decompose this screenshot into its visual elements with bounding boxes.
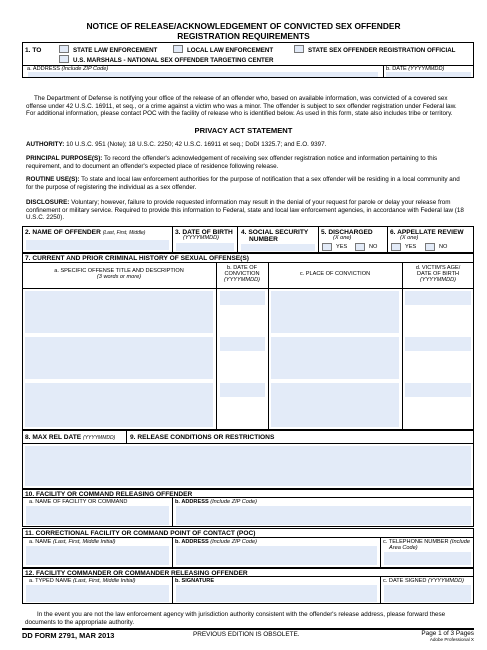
offender-name-label: 2. NAME OF OFFENDER (Last, First, Middle) bbox=[25, 229, 146, 236]
us-marshals-label: U.S. MARSHALS - NATIONAL SEX OFFENDER TARGETING CENTER bbox=[73, 57, 274, 64]
state-law-enforcement-checkbox[interactable] bbox=[59, 45, 69, 53]
discharged-no-label: NO bbox=[369, 244, 378, 250]
local-law-enforcement-checkbox[interactable] bbox=[173, 45, 183, 53]
discharged-label: 5. DISCHARGED bbox=[321, 229, 373, 236]
dob-hint: (YYYYMMDD) bbox=[183, 235, 220, 241]
local-law-enforcement-label: LOCAL LAW ENFORCEMENT bbox=[187, 47, 274, 54]
place-of-conviction-field-2[interactable] bbox=[271, 337, 399, 379]
criminal-history-heading: 7. CURRENT AND PRIOR CRIMINAL HISTORY OF SEXUAL OFFENSE(S) bbox=[25, 255, 249, 262]
offense-title-field-3[interactable] bbox=[25, 383, 213, 427]
appellate-hint: (X one) bbox=[400, 235, 419, 241]
conviction-date-header-2: CONVICTION bbox=[224, 271, 260, 277]
software-note: Adobe Professional X bbox=[429, 637, 474, 642]
conviction-date-header: b. DATE OF bbox=[226, 265, 258, 271]
disclosure-text: DISCLOSURE: Voluntary; however, failure to provide requested information may result in the denial of your request for parole or delay your release from confinement or military service. Required to provide this information to Federal, state and local law enforcement agencies, in accordance with Federal law (18 U.S.C. 2250). bbox=[26, 199, 464, 222]
date-signed-label: c. DATE SIGNED (YYYYMMDD) bbox=[383, 578, 465, 584]
ssn-label-2: NUMBER bbox=[249, 236, 278, 243]
victim-dob-field-3[interactable] bbox=[405, 383, 471, 397]
poc-heading: 11. CORRECTIONAL FACILITY OR COMMAND POINT OF CONTACT (POC) bbox=[25, 530, 256, 537]
commander-name-field[interactable] bbox=[26, 585, 169, 602]
offender-name-field[interactable] bbox=[26, 240, 169, 250]
signature-label: b. SIGNATURE bbox=[175, 578, 215, 584]
offense-title-header: a. SPECIFIC OFFENSE TITLE AND DESCRIPTION bbox=[54, 268, 184, 274]
poc-address-label: b. ADDRESS (Include ZIP Code) bbox=[175, 539, 257, 545]
appellate-no-checkbox[interactable] bbox=[425, 243, 435, 251]
offense-title-hint: (3 words or more) bbox=[96, 274, 142, 280]
state-registration-official-label: STATE SEX OFFENDER REGISTRATION OFFICIAL bbox=[308, 47, 456, 54]
address-label: a. ADDRESS (Include ZIP Code) bbox=[27, 66, 109, 72]
discharged-yes-checkbox[interactable] bbox=[322, 243, 332, 251]
dob-label: 3. DATE OF BIRTH bbox=[175, 229, 233, 236]
conviction-date-field-2[interactable] bbox=[220, 337, 265, 351]
place-of-conviction-header: c. PLACE OF CONVICTION bbox=[299, 271, 371, 277]
privacy-heading: PRIVACY ACT STATEMENT bbox=[194, 126, 293, 135]
victim-dob-hint: (YYYYMMDD) bbox=[419, 277, 457, 283]
facility-address-field[interactable] bbox=[176, 506, 471, 525]
victim-dob-field-1[interactable] bbox=[405, 291, 471, 305]
conviction-date-field-1[interactable] bbox=[220, 291, 265, 305]
edition-notice: PREVIOUS EDITION IS OBSOLETE. bbox=[193, 631, 300, 638]
poc-name-label: a. NAME (Last, First, Middle Initial) bbox=[29, 539, 116, 545]
place-of-conviction-field-1[interactable] bbox=[271, 291, 399, 333]
discharged-no-checkbox[interactable] bbox=[355, 243, 365, 251]
date-label: b. DATE (YYYYMMDD) bbox=[386, 66, 445, 72]
dob-field[interactable] bbox=[176, 243, 234, 251]
signature-field[interactable] bbox=[176, 585, 377, 602]
form-title: NOTICE OF RELEASE/ACKNOWLEDGEMENT OF CONVICTED SEX OFFENDER bbox=[86, 21, 401, 31]
notice-paragraph: The Department of Defense is notifying your office of the release of an offender who, based on available information, was convicted of a covered sex offense under 42 U.S.C. 16911, et seq., or a crime against a victim who was a minor. The offender is subject to sex offender registration under Federal law. For additional information, please contact POC with the facility of release who is identified below. As used in this form, state also includes tribe or territory. bbox=[26, 95, 457, 118]
forwarding-note: In the event you are not the law enforcement agency with jurisdiction authority consistent with the offender's release address, please forward these documents to the appropriate authority. bbox=[25, 611, 446, 626]
poc-phone-field[interactable] bbox=[384, 552, 471, 565]
state-law-enforcement-label: STATE LAW ENFORCEMENT bbox=[73, 47, 158, 54]
appellate-label: 6. APPELLATE REVIEW bbox=[390, 229, 464, 236]
poc-name-field[interactable] bbox=[26, 546, 169, 565]
conviction-date-hint: (YYYYMMDD) bbox=[223, 277, 261, 283]
appellate-no-label: NO bbox=[439, 244, 448, 250]
facility-heading: 10. FACILITY OR COMMAND RELEASING OFFENDER bbox=[25, 491, 193, 498]
to-label: 1. TO bbox=[25, 47, 42, 54]
facility-address-label: b. ADDRESS (Include ZIP Code) bbox=[175, 499, 257, 505]
conviction-date-field-3[interactable] bbox=[220, 383, 265, 397]
appellate-yes-label: YES bbox=[405, 244, 417, 250]
address-field[interactable] bbox=[28, 72, 378, 77]
state-registration-official-checkbox[interactable] bbox=[294, 45, 304, 53]
us-marshals-checkbox[interactable] bbox=[59, 55, 69, 63]
commander-name-label: a. TYPED NAME (Last, First, Middle Initial) bbox=[29, 578, 136, 584]
poc-address-field[interactable] bbox=[176, 546, 377, 565]
place-of-conviction-field-3[interactable] bbox=[271, 383, 399, 427]
poc-phone-label: c. TELEPHONE NUMBER (Include bbox=[383, 539, 470, 545]
discharged-hint: (X one) bbox=[333, 235, 352, 241]
max-rel-date-label: 8. MAX REL DATE (YYYYMMDD) bbox=[25, 434, 116, 441]
commander-heading: 12. FACILITY COMMANDER OR COMMANDER RELEASING OFFENDER bbox=[25, 570, 248, 577]
facility-name-label: a. NAME OF FACILITY OR COMMAND bbox=[29, 499, 128, 505]
ssn-label: 4. SOCIAL SECURITY bbox=[241, 229, 309, 236]
victim-dob-header: DATE OF BIRTH bbox=[416, 271, 460, 277]
page-count: Page 1 of 3 Pages bbox=[421, 630, 474, 637]
appellate-yes-checkbox[interactable] bbox=[391, 243, 401, 251]
offense-title-field-2[interactable] bbox=[25, 337, 213, 379]
victim-age-header: d. VICTIM'S AGE/ bbox=[415, 265, 461, 271]
authority-text: AUTHORITY: 10 U.S.C. 951 (Note); 18 U.S.C. 2250; 42 U.S.C. 16911 et seq.; DoDI 1325.7; and E.O. 9397. bbox=[26, 141, 327, 148]
date-signed-field[interactable] bbox=[384, 585, 471, 602]
offense-title-field-1[interactable] bbox=[25, 291, 213, 333]
victim-dob-field-2[interactable] bbox=[405, 337, 471, 351]
date-field[interactable] bbox=[386, 72, 471, 77]
routine-use-text: ROUTINE USE(S): To state and local law enforcement authorities for the purpose of notification that a sex offender will be residing in a local community and for the purpose of registering the individual as a sex offender. bbox=[26, 176, 460, 191]
poc-phone-hint: Area Code) bbox=[389, 545, 418, 551]
release-conditions-label: 9. RELEASE CONDITIONS OR RESTRICTIONS bbox=[130, 434, 275, 441]
purpose-text: PRINCIPAL PURPOSE(S): To record the offender's acknowledgement of receiving sex offender registration notice and information pertaining to this requirement, and to document an offender's expected place of residence following release. bbox=[26, 155, 438, 170]
discharged-yes-label: YES bbox=[336, 244, 348, 250]
release-conditions-field[interactable] bbox=[25, 446, 471, 486]
ssn-field[interactable] bbox=[241, 244, 315, 251]
form-subtitle: REGISTRATION REQUIREMENTS bbox=[177, 31, 310, 41]
facility-name-field[interactable] bbox=[26, 506, 169, 525]
form-number: DD FORM 2791, MAR 2013 bbox=[22, 631, 115, 640]
